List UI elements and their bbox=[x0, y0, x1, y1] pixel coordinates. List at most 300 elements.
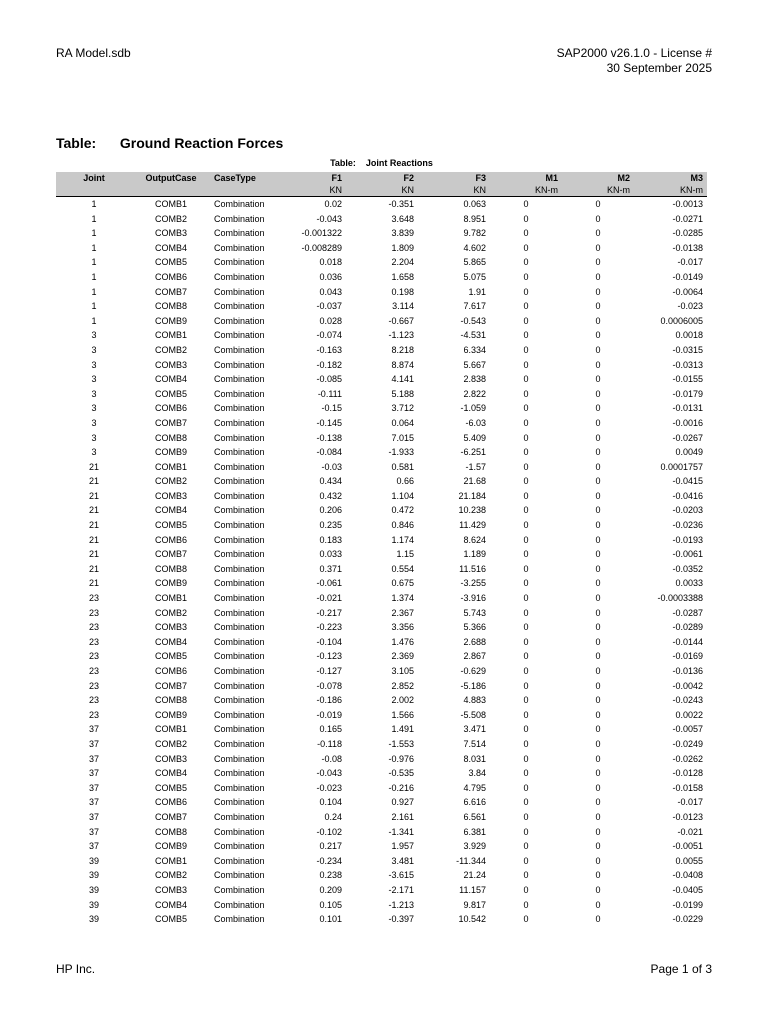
cell-outputcase: COMB3 bbox=[154, 490, 187, 501]
cell-f2: 1.104 bbox=[391, 490, 414, 501]
cell-m3: -0.0016 bbox=[672, 417, 703, 428]
table-row bbox=[56, 664, 707, 679]
cell-f3: 1.91 bbox=[468, 286, 486, 297]
cell-joint: 39 bbox=[88, 870, 99, 881]
cell-outputcase: COMB9 bbox=[154, 447, 187, 458]
cell-f2: 1.491 bbox=[391, 724, 414, 735]
cell-joint: 23 bbox=[88, 695, 99, 706]
cell-f2: 1.374 bbox=[391, 593, 414, 604]
cell-joint: 37 bbox=[88, 797, 99, 808]
cell-outputcase: COMB9 bbox=[154, 709, 187, 720]
table-row bbox=[56, 431, 707, 446]
page-number: 1 bbox=[681, 962, 689, 976]
cell-joint: 3 bbox=[91, 374, 97, 385]
unit-joint bbox=[56, 184, 132, 197]
cell-casetype: Combination bbox=[214, 374, 265, 385]
cell-f2: 1.476 bbox=[391, 636, 414, 647]
cell-f3: 7.514 bbox=[463, 738, 486, 749]
table-row bbox=[56, 401, 707, 416]
cell-f3: 2.838 bbox=[463, 374, 486, 385]
cell-f1: -0.223 bbox=[316, 622, 342, 633]
cell-joint: 21 bbox=[88, 461, 99, 472]
cell-f3: -11.344 bbox=[456, 855, 486, 866]
cell-m3: -0.0236 bbox=[672, 520, 703, 531]
column-header-f3: F3 bbox=[418, 172, 490, 184]
table-row bbox=[56, 752, 707, 767]
cell-f1: -0.08 bbox=[321, 753, 342, 764]
cell-f1: -0.037 bbox=[316, 301, 342, 312]
cell-f2: -0.397 bbox=[388, 914, 414, 925]
column-header-casetype: CaseType bbox=[210, 172, 274, 184]
cell-casetype: Combination bbox=[214, 432, 265, 443]
cell-casetype: Combination bbox=[214, 476, 265, 487]
table-title bbox=[56, 135, 283, 151]
cell-f2: -0.351 bbox=[388, 199, 414, 209]
cell-f2: 3.114 bbox=[392, 301, 414, 312]
joint-reactions-table bbox=[56, 172, 707, 927]
table-row bbox=[56, 795, 707, 810]
cell-f2: -1.123 bbox=[388, 330, 414, 341]
cell-casetype: Combination bbox=[214, 841, 265, 852]
cell-casetype: Combination bbox=[214, 549, 265, 560]
cell-f3: 10.542 bbox=[458, 914, 486, 925]
table-row bbox=[56, 766, 707, 781]
cell-f3: 5.075 bbox=[463, 271, 486, 282]
cell-m2: 0 bbox=[595, 811, 601, 822]
table-row bbox=[56, 503, 707, 518]
cell-joint: 1 bbox=[91, 242, 97, 253]
cell-m1: 0 bbox=[523, 490, 529, 501]
cell-casetype: Combination bbox=[214, 884, 265, 895]
column-header-f1: F1 bbox=[274, 172, 346, 184]
table-row bbox=[56, 489, 707, 504]
cell-m1: 0 bbox=[523, 841, 529, 852]
cell-m2: 0 bbox=[595, 301, 601, 312]
cell-f3: -0.543 bbox=[460, 315, 486, 326]
table-row bbox=[56, 533, 707, 548]
cell-m1: 0 bbox=[523, 695, 529, 706]
cell-f2: 8.218 bbox=[391, 344, 414, 355]
cell-m1: 0 bbox=[523, 782, 529, 793]
cell-f2: 1.809 bbox=[391, 242, 414, 253]
cell-casetype: Combination bbox=[214, 461, 265, 472]
cell-joint: 23 bbox=[88, 622, 99, 633]
cell-m3: -0.0064 bbox=[672, 286, 703, 297]
cell-casetype: Combination bbox=[214, 607, 265, 618]
cell-f2: 2.369 bbox=[391, 651, 414, 662]
cell-f1: -0.074 bbox=[316, 330, 342, 341]
cell-casetype: Combination bbox=[214, 534, 265, 545]
cell-casetype: Combination bbox=[214, 622, 265, 633]
cell-outputcase: COMB8 bbox=[154, 695, 187, 706]
table-row bbox=[56, 226, 707, 241]
cell-casetype: Combination bbox=[214, 651, 265, 662]
cell-f2: 2.002 bbox=[391, 695, 414, 706]
cell-f1: -0.111 bbox=[317, 388, 342, 399]
cell-joint: 3 bbox=[91, 330, 97, 341]
cell-joint: 3 bbox=[91, 388, 97, 399]
cell-outputcase: COMB6 bbox=[154, 797, 187, 808]
cell-outputcase: COMB7 bbox=[154, 286, 187, 297]
cell-m1: 0 bbox=[523, 271, 529, 282]
table-row bbox=[56, 722, 707, 737]
cell-m2: 0 bbox=[595, 578, 601, 589]
cell-f3: 3.471 bbox=[463, 724, 486, 735]
cell-m2: 0 bbox=[595, 257, 601, 268]
cell-f2: 2.852 bbox=[391, 680, 414, 691]
cell-f1: -0.163 bbox=[316, 344, 342, 355]
cell-outputcase: COMB2 bbox=[154, 213, 187, 224]
cell-m3: -0.0229 bbox=[672, 914, 703, 925]
cell-f1: -0.123 bbox=[316, 651, 342, 662]
cell-f2: -0.216 bbox=[388, 782, 414, 793]
cell-outputcase: COMB8 bbox=[154, 301, 187, 312]
cell-m1: 0 bbox=[523, 301, 529, 312]
cell-m3: -0.0287 bbox=[672, 607, 703, 618]
cell-joint: 21 bbox=[88, 534, 99, 545]
cell-f2: 3.105 bbox=[391, 666, 414, 676]
cell-casetype: Combination bbox=[214, 330, 265, 341]
cell-f3: -0.629 bbox=[460, 666, 486, 676]
cell-f3: 8.031 bbox=[463, 753, 486, 764]
cell-joint: 3 bbox=[91, 447, 97, 458]
cell-joint: 37 bbox=[88, 811, 99, 822]
cell-f1: 0.238 bbox=[319, 870, 342, 881]
cell-joint: 37 bbox=[88, 782, 99, 793]
cell-outputcase: COMB8 bbox=[154, 826, 187, 837]
cell-f1: -0.019 bbox=[316, 709, 342, 720]
cell-casetype: Combination bbox=[214, 738, 265, 749]
cell-casetype: Combination bbox=[214, 242, 265, 253]
cell-f2: 8.874 bbox=[391, 359, 414, 370]
cell-outputcase: COMB1 bbox=[154, 593, 187, 604]
cell-joint: 37 bbox=[88, 724, 99, 735]
cell-m2: 0 bbox=[595, 782, 601, 793]
cell-outputcase: COMB7 bbox=[154, 417, 187, 428]
cell-m2: 0 bbox=[595, 797, 601, 808]
cell-m1: 0 bbox=[523, 593, 529, 604]
cell-casetype: Combination bbox=[214, 753, 265, 764]
cell-f2: 0.064 bbox=[391, 417, 414, 428]
cell-outputcase: COMB4 bbox=[154, 242, 187, 253]
cell-f3: 8.624 bbox=[463, 534, 486, 545]
cell-m2: 0 bbox=[595, 315, 601, 326]
cell-f3: 11.157 bbox=[459, 884, 486, 895]
cell-outputcase: COMB9 bbox=[154, 841, 187, 852]
table-row bbox=[56, 810, 707, 825]
cell-m1: 0 bbox=[523, 768, 529, 779]
cell-m3: 0.0006005 bbox=[660, 315, 703, 326]
cell-m1: 0 bbox=[523, 797, 529, 808]
cell-m3: -0.017 bbox=[677, 797, 703, 808]
cell-m1: 0 bbox=[523, 417, 529, 428]
cell-f3: 11.516 bbox=[459, 563, 486, 574]
cell-m3: -0.0144 bbox=[672, 636, 703, 647]
cell-casetype: Combination bbox=[214, 695, 265, 706]
cell-f3: -6.03 bbox=[465, 417, 486, 428]
cell-m3: -0.0315 bbox=[672, 344, 703, 355]
cell-m2: 0 bbox=[595, 461, 601, 472]
cell-m2: 0 bbox=[595, 899, 601, 910]
cell-outputcase: COMB3 bbox=[154, 622, 187, 633]
cell-outputcase: COMB1 bbox=[154, 855, 187, 866]
cell-f3: 6.334 bbox=[463, 344, 486, 355]
table-row bbox=[56, 839, 707, 854]
cell-f3: 9.817 bbox=[463, 899, 486, 910]
cell-f2: 1.566 bbox=[391, 709, 414, 720]
cell-f2: 0.846 bbox=[391, 520, 414, 531]
cell-m3: -0.0193 bbox=[672, 534, 703, 545]
cell-f2: 3.839 bbox=[391, 228, 414, 239]
cell-m2: 0 bbox=[595, 344, 601, 355]
cell-m3: -0.0249 bbox=[672, 738, 703, 749]
cell-f3: 0.063 bbox=[463, 199, 486, 209]
cell-m2: 0 bbox=[595, 695, 601, 706]
cell-casetype: Combination bbox=[214, 199, 265, 209]
cell-m3: 0.0001757 bbox=[660, 461, 703, 472]
cell-f3: 21.24 bbox=[463, 870, 486, 881]
cell-f2: 0.927 bbox=[391, 797, 414, 808]
cell-casetype: Combination bbox=[214, 388, 265, 399]
cell-f2: 3.356 bbox=[391, 622, 414, 633]
cell-m1: 0 bbox=[523, 505, 529, 516]
table-body bbox=[56, 197, 707, 927]
cell-f3: 4.883 bbox=[463, 695, 486, 706]
cell-f2: 0.198 bbox=[391, 286, 414, 297]
cell-f2: 3.712 bbox=[391, 403, 414, 414]
cell-m2: 0 bbox=[595, 622, 601, 633]
cell-m2: 0 bbox=[595, 213, 601, 224]
cell-outputcase: COMB1 bbox=[154, 330, 187, 341]
cell-joint: 37 bbox=[88, 768, 99, 779]
cell-m2: 0 bbox=[595, 359, 601, 370]
cell-m2: 0 bbox=[595, 403, 601, 414]
cell-m3: -0.0169 bbox=[672, 651, 703, 662]
cell-f3: 6.616 bbox=[463, 797, 486, 808]
cell-casetype: Combination bbox=[214, 855, 265, 866]
cell-joint: 21 bbox=[88, 578, 99, 589]
cell-outputcase: COMB4 bbox=[154, 768, 187, 779]
cell-f3: -5.186 bbox=[460, 680, 486, 691]
cell-joint: 3 bbox=[91, 344, 97, 355]
cell-m1: 0 bbox=[523, 811, 529, 822]
cell-m1: 0 bbox=[523, 578, 529, 589]
cell-f1: -0.001322 bbox=[301, 228, 342, 239]
cell-m1: 0 bbox=[523, 753, 529, 764]
cell-outputcase: COMB5 bbox=[154, 782, 187, 793]
cell-f1: -0.145 bbox=[316, 417, 342, 428]
cell-m3: -0.0155 bbox=[672, 374, 703, 385]
unit-m2: KN-m bbox=[562, 184, 634, 197]
cell-m2: 0 bbox=[595, 549, 601, 560]
cell-outputcase: COMB7 bbox=[154, 811, 187, 822]
cell-f2: 0.581 bbox=[391, 461, 414, 472]
cell-f1: 0.043 bbox=[319, 286, 342, 297]
cell-casetype: Combination bbox=[214, 447, 265, 458]
cell-m2: 0 bbox=[595, 417, 601, 428]
cell-m2: 0 bbox=[595, 709, 601, 720]
cell-casetype: Combination bbox=[214, 257, 265, 268]
cell-f1: -0.127 bbox=[316, 666, 342, 676]
cell-joint: 1 bbox=[91, 315, 97, 326]
cell-f2: 2.367 bbox=[391, 607, 414, 618]
cell-f3: 2.867 bbox=[463, 651, 486, 662]
table-row bbox=[56, 562, 707, 577]
cell-m2: 0 bbox=[595, 607, 601, 618]
cell-m3: -0.023 bbox=[677, 301, 703, 312]
cell-casetype: Combination bbox=[214, 680, 265, 691]
cell-f1: -0.118 bbox=[317, 738, 342, 749]
cell-m1: 0 bbox=[523, 359, 529, 370]
cell-m3: -0.0313 bbox=[672, 359, 703, 370]
cell-m2: 0 bbox=[595, 651, 601, 662]
table-row bbox=[56, 460, 707, 475]
cell-outputcase: COMB5 bbox=[154, 257, 187, 268]
cell-joint: 23 bbox=[88, 709, 99, 720]
cell-m3: -0.0128 bbox=[672, 768, 703, 779]
cell-m2: 0 bbox=[595, 388, 601, 399]
cell-joint: 21 bbox=[88, 476, 99, 487]
cell-outputcase: COMB6 bbox=[154, 271, 187, 282]
cell-joint: 21 bbox=[88, 549, 99, 560]
cell-m1: 0 bbox=[523, 520, 529, 531]
table-row bbox=[56, 708, 707, 723]
page-indicator bbox=[651, 962, 712, 976]
cell-m2: 0 bbox=[595, 490, 601, 501]
cell-f1: -0.182 bbox=[316, 359, 342, 370]
cell-m1: 0 bbox=[523, 870, 529, 881]
cell-outputcase: COMB2 bbox=[154, 738, 187, 749]
cell-f2: -1.341 bbox=[388, 826, 414, 837]
cell-m2: 0 bbox=[595, 505, 601, 516]
cell-casetype: Combination bbox=[214, 213, 265, 224]
cell-m3: -0.0042 bbox=[672, 680, 703, 691]
table-row bbox=[56, 474, 707, 489]
cell-m3: 0.0049 bbox=[675, 447, 703, 458]
table-row bbox=[56, 372, 707, 387]
cell-casetype: Combination bbox=[214, 666, 265, 676]
cell-outputcase: COMB3 bbox=[154, 753, 187, 764]
cell-outputcase: COMB2 bbox=[154, 870, 187, 881]
cell-f1: 0.183 bbox=[319, 534, 342, 545]
cell-f1: 0.02 bbox=[324, 199, 342, 209]
table-subtitle-name: Joint Reactions bbox=[365, 158, 433, 168]
cell-m2: 0 bbox=[595, 753, 601, 764]
table-row bbox=[56, 445, 707, 460]
cell-joint: 39 bbox=[88, 899, 99, 910]
cell-joint: 21 bbox=[88, 505, 99, 516]
cell-m3: -0.0138 bbox=[672, 242, 703, 253]
cell-joint: 23 bbox=[88, 651, 99, 662]
cell-m1: 0 bbox=[523, 242, 529, 253]
cell-m2: 0 bbox=[595, 680, 601, 691]
cell-m1: 0 bbox=[523, 330, 529, 341]
cell-m3: -0.0408 bbox=[672, 870, 703, 881]
cell-m1: 0 bbox=[523, 388, 529, 399]
cell-casetype: Combination bbox=[214, 724, 265, 735]
cell-joint: 39 bbox=[88, 914, 99, 925]
cell-f3: 3.929 bbox=[463, 841, 486, 852]
cell-f3: 6.381 bbox=[463, 826, 486, 837]
cell-f3: 2.822 bbox=[463, 388, 486, 399]
table-row bbox=[56, 635, 707, 650]
cell-f3: -3.916 bbox=[460, 593, 486, 604]
cell-m1: 0 bbox=[523, 680, 529, 691]
cell-joint: 1 bbox=[91, 301, 97, 312]
cell-m2: 0 bbox=[595, 666, 601, 676]
cell-casetype: Combination bbox=[214, 914, 265, 925]
cell-casetype: Combination bbox=[214, 403, 265, 414]
cell-m3: -0.0267 bbox=[672, 432, 703, 443]
cell-casetype: Combination bbox=[214, 797, 265, 808]
cell-f1: -0.104 bbox=[316, 636, 342, 647]
cell-m3: -0.0199 bbox=[672, 899, 703, 910]
cell-m2: 0 bbox=[595, 724, 601, 735]
unit-f2: KN bbox=[346, 184, 418, 197]
cell-outputcase: COMB7 bbox=[154, 549, 187, 560]
cell-m3: -0.0262 bbox=[672, 753, 703, 764]
cell-m2: 0 bbox=[595, 432, 601, 443]
cell-casetype: Combination bbox=[214, 417, 265, 428]
cell-outputcase: COMB9 bbox=[154, 315, 187, 326]
cell-casetype: Combination bbox=[214, 563, 265, 574]
cell-casetype: Combination bbox=[214, 271, 265, 282]
cell-f1: -0.084 bbox=[316, 447, 342, 458]
cell-f3: 4.795 bbox=[463, 782, 486, 793]
cell-m1: 0 bbox=[523, 344, 529, 355]
cell-m1: 0 bbox=[523, 432, 529, 443]
cell-m3: -0.0149 bbox=[672, 271, 703, 282]
cell-m2: 0 bbox=[595, 855, 601, 866]
cell-f3: 5.366 bbox=[463, 622, 486, 633]
cell-f3: -6.251 bbox=[460, 447, 486, 458]
cell-m3: 0.0033 bbox=[675, 578, 703, 589]
cell-m1: 0 bbox=[523, 549, 529, 560]
cell-m2: 0 bbox=[595, 476, 601, 487]
cell-outputcase: COMB6 bbox=[154, 666, 187, 676]
cell-f3: 5.667 bbox=[463, 359, 486, 370]
cell-outputcase: COMB5 bbox=[154, 914, 187, 925]
report-info bbox=[557, 46, 712, 76]
cell-outputcase: COMB6 bbox=[154, 403, 187, 414]
table-row bbox=[56, 679, 707, 694]
cell-f1: 0.105 bbox=[319, 899, 342, 910]
cell-outputcase: COMB3 bbox=[154, 228, 187, 239]
cell-m2: 0 bbox=[595, 826, 601, 837]
cell-f2: -0.535 bbox=[388, 768, 414, 779]
unit-outputcase bbox=[132, 184, 210, 197]
cell-m3: -0.0061 bbox=[672, 549, 703, 560]
cell-m3: -0.0136 bbox=[672, 666, 703, 676]
cell-joint: 37 bbox=[88, 738, 99, 749]
cell-joint: 23 bbox=[88, 607, 99, 618]
cell-f3: -1.059 bbox=[460, 403, 486, 414]
cell-f1: -0.078 bbox=[316, 680, 342, 691]
cell-f1: 0.018 bbox=[319, 257, 342, 268]
cell-m3: 0.0018 bbox=[675, 330, 703, 341]
table-row bbox=[56, 518, 707, 533]
cell-f2: 1.957 bbox=[391, 841, 414, 852]
company-name: HP Inc. bbox=[56, 962, 96, 976]
cell-f3: -3.255 bbox=[460, 578, 486, 589]
units-row bbox=[56, 184, 707, 197]
cell-f1: 0.028 bbox=[319, 315, 342, 326]
cell-m3: -0.0415 bbox=[672, 476, 703, 487]
page-total: 3 bbox=[705, 962, 712, 976]
cell-casetype: Combination bbox=[214, 359, 265, 370]
cell-m3: -0.0179 bbox=[672, 388, 703, 399]
cell-outputcase: COMB5 bbox=[154, 388, 187, 399]
